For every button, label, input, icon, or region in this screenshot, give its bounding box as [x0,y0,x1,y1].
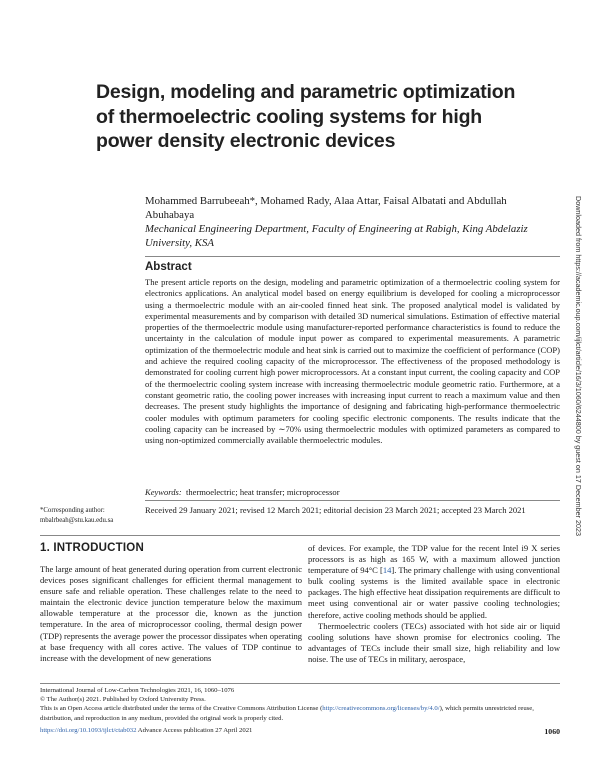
keywords-label: Keywords: [145,487,182,497]
doi-line [40,726,560,735]
doi-link[interactable]: https://doi.org/10.1093/ijlct/ctab032 [40,727,137,734]
download-watermark-text: Downloaded from https://academic.oup.com/ijlct/article/16/3/1060/6244800 by guest on 17 December 2023 [574,196,583,537]
intro-text: of devices. For example, the TDP value for the recent Intel i9 X series processors is as high as 165 W, with a maximum allowed junction temperature of 94°C [ [308,543,560,576]
intro-left-column: The large amount of heat generated during operation from current electronic devices poses significant challenges for efficient thermal management to ensure safe and reliable operation. These challenges relate to the need to maintain the electronic device junction temperature below the maximum allowable temperature at the processor die, known as the junction temperature. In the area of microprocessor cooling, thermal design power (TDP) represents the average power the processor dissipates when operating at base frequency with all cores active. The values of TDP continue to increase with the development of new generations [40,564,302,663]
author-list: Mohammed Barrubeeah*, Mohamed Rady, Alaa Attar, Faisal Albatati and Abdullah Abuhabaya [145,195,507,221]
download-watermark [571,196,587,636]
page-number: 1060 [544,727,560,736]
corresponding-author [40,506,140,525]
intro-top-rule [40,535,560,536]
intro-text: ]. The primary challenge with using conventional bulk cooling systems is the limited available space in electronic packages. The high effective heat dissipation requirements are difficult to meet using conventional air or water passive cooling technologies; therefore, active cooling methods should be applied. [308,565,561,620]
intro-paragraph [308,543,560,621]
affiliation: Mechanical Engineering Department, Faculty of Engineering at Rabigh, King Abdelaziz University, KSA [145,223,528,249]
advance-access: Advance Access publication 27 April 2021 [137,727,253,734]
abstract-heading: Abstract [145,261,192,273]
citation-link[interactable]: 14 [382,565,392,576]
keywords-text: thermoelectric; heat transfer; microprocessor [186,487,340,497]
submission-dates: Received 29 January 2021; revised 12 March 2021; editorial decision 23 March 2021; accepted 23 March 2021 [145,505,526,515]
license-before: This is an Open Access article distributed under the terms of the Creative Commons Attribution License ( [40,705,323,713]
license-text [40,704,560,722]
footer-rule [40,683,560,684]
dates-top-rule [145,500,560,501]
article-title: Design, modeling and parametric optimization of thermoelectric cooling systems for high power density electronic devices [96,81,516,152]
license-after: ), which permits unrestricted reuse, distribution, and reproduction in any medium, provided the original work is properly cited. [40,705,534,722]
keywords [145,487,560,498]
intro-right-column [308,543,560,665]
copyright: © The Author(s) 2021. Published by Oxford University Press. [40,696,206,704]
corresponding-email[interactable]: mbalrbeah@stu.kau.edu.sa [40,516,114,524]
intro-paragraph: Thermoelectric coolers (TECs) associated with hot side air or liquid cooling solutions have shown promise for electronics cooling. The advantages of TECs include their small size, high reliability and low noise. The use of TECs in military, aerospace, [308,620,560,664]
journal-citation: International Journal of Low-Carbon Technologies 2021, 16, 1060–1076 [40,687,235,694]
abstract-text: The present article reports on the design, modeling and parametric optimization of a thermoelectric cooling system for electronics applications. An analytical model based on energy equilibrium is developed for cooling a microprocessor using a thermoelectric module with an air-cooled finned heat sink. The proposed analytical model is validated by experimental measurements and by comparison with detailed 3D numerical simulations. Estimation of effective material properties of the thermoelectric module using manufacturer-reported performance characteristics is found to reduce the uncertainty in the calculation of module input power as compared to experimental measurements. A parametric optimization of the thermoelectric module and heat sink is carried out to maximize the coefficient of performance (COP) and achieve the required cooling capacity of the microprocessor. The effectiveness of the proposed methodology is demonstrated for cooling current high power microprocessors. At a constant input current, the cooling capacity and COP of the thermoelectric cooling system increase with increasing thermoelectric module geometric ratio. Furthermore, at a constant geometric ratio, the cooling power increases with increasing input current to reach a maximum value and then decreases. The present study highlights the importance of designing and fabricating high-performance thermoelectric cooler modules with optimum parameters for cooling specific electronic components. The results indicate that the cooling capacity can be increased by ∼70% using thermoelectric modules with optimized parameters as compared to using non-optimized commercially available thermoelectric modules. [145,277,560,446]
corresponding-label: *Corresponding author: [40,507,105,514]
license-link[interactable]: http://creativecommons.org/licenses/by/4.0/ [322,705,440,713]
section-heading-introduction: 1. INTRODUCTION [40,542,144,554]
footer-info [40,686,560,723]
abstract-top-rule [145,256,560,257]
